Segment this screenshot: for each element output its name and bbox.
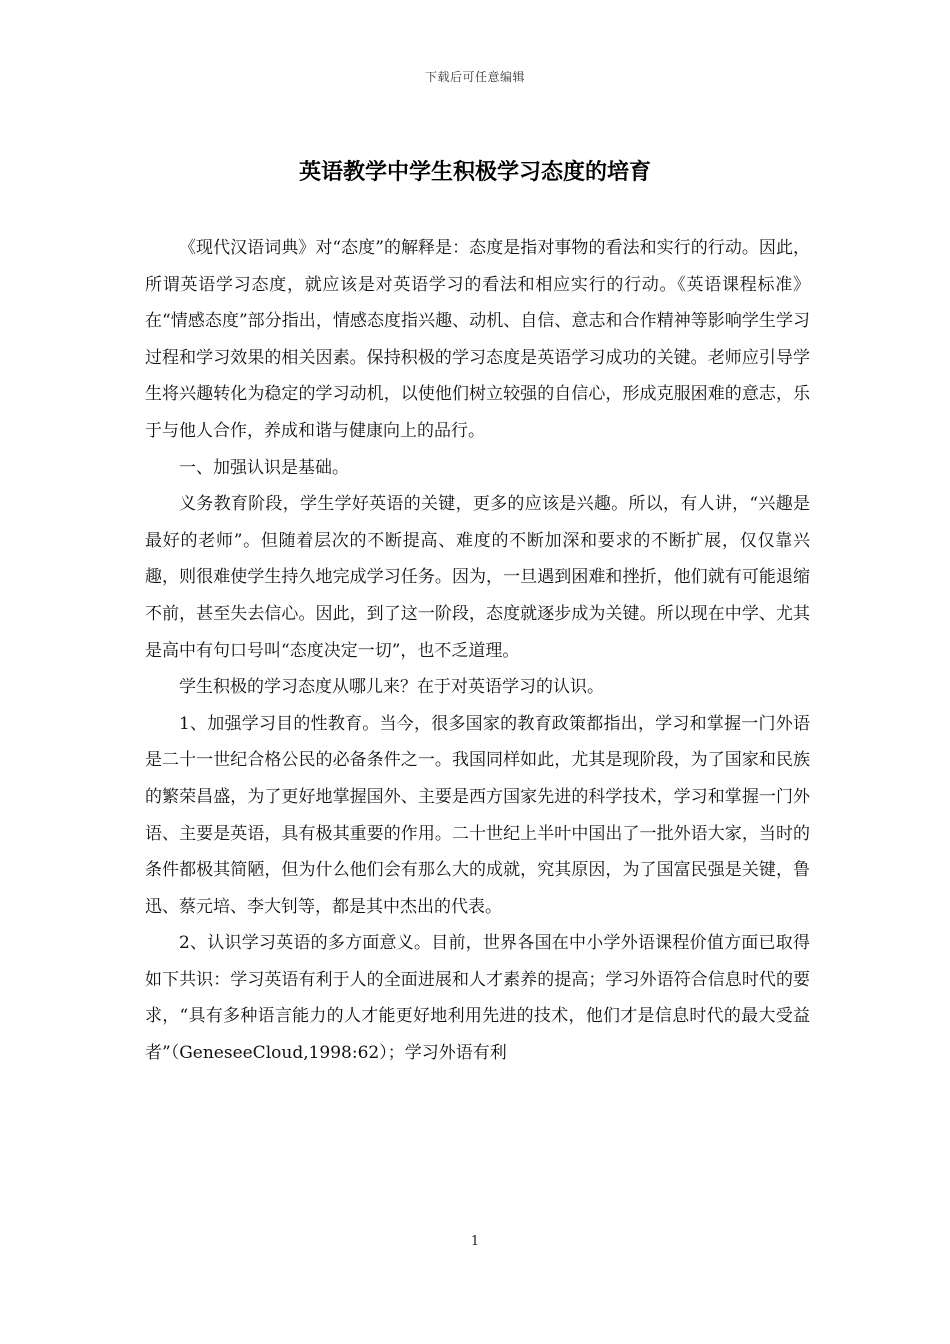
paragraph-point-1: 1、加强学习目的性教育。当今，很多国家的教育政策都指出，学习和掌握一门外语是二十一世纪合格公民的必备条件之一。我国同样如此，尤其是现阶段，为了国家和民族的繁荣昌盛，为了更好地掌握国外、主要是西方国家先进的科学技术，学习和掌握一门外语、主要是英语，具有极其重要的作用。二十世纪上半叶中国出了一批外语大家，当时的条件都极其简陋，但为什么他们会有那么大的成就，究其原因，为了国富民强是关键，鲁迅、蔡元培、李大钊等，都是其中杰出的代表。 — [145, 713, 810, 917]
paragraph-point-2: 2、认识学习英语的多方面意义。目前，世界各国在中小学外语课程价值方面已取得如下共识：学习英语有利于人的全面进展和人才素养的提高；学习外语符合信息时代的要求，“具有多种语言能力的人才能更好地利用先进的技术，他们才是信息时代的最大受益者”（GeneseeCloud,1998:62）；学习外语有利 — [145, 933, 810, 1064]
header-note: 下载后可任意编辑 — [424, 70, 525, 84]
page-number: 1 — [470, 1234, 480, 1249]
paragraph-interest: 义务教育阶段，学生学好英语的关键，更多的应该是兴趣。所以，有人讲，“兴趣是最好的老师”。但随着层次的不断提高、难度的不断加深和要求的不断扩展，仅仅靠兴趣，则很难使学生持久地完成学习任务。因为，一旦遇到困难和挫折，他们就有可能退缩不前，甚至失去信心。因此，到了这一阶段，态度就逐步成为关键。所以现在中学、尤其是高中有句口号叫“态度决定一切”，也不乏道理。 — [145, 494, 810, 661]
document-body — [145, 230, 810, 1072]
document-title: 英语教学中学生积极学习态度的培育 — [298, 159, 651, 185]
paragraph-question: 学生积极的学习态度从哪儿来？在于对英语学习的认识。 — [179, 677, 604, 698]
paragraph-intro: 《现代汉语词典》对“态度”的解释是：态度是指对事物的看法和实行的行动。因此，所谓英语学习态度，就应该是对英语学习的看法和相应实行的行动。《英语课程标准》在“情感态度”部分指出，情感态度指兴趣、动机、自信、意志和合作精神等影响学生学习过程和学习效果的相关因素。保持积极的学习态度是英语学习成功的关键。老师应引导学生将兴趣转化为稳定的学习动机，以使他们树立较强的自信心，形成克服困难的意志，乐于与他人合作，养成和谐与健康向上的品行。 — [145, 238, 810, 441]
section-heading-1: 一、加强认识是基础。 — [179, 457, 349, 478]
